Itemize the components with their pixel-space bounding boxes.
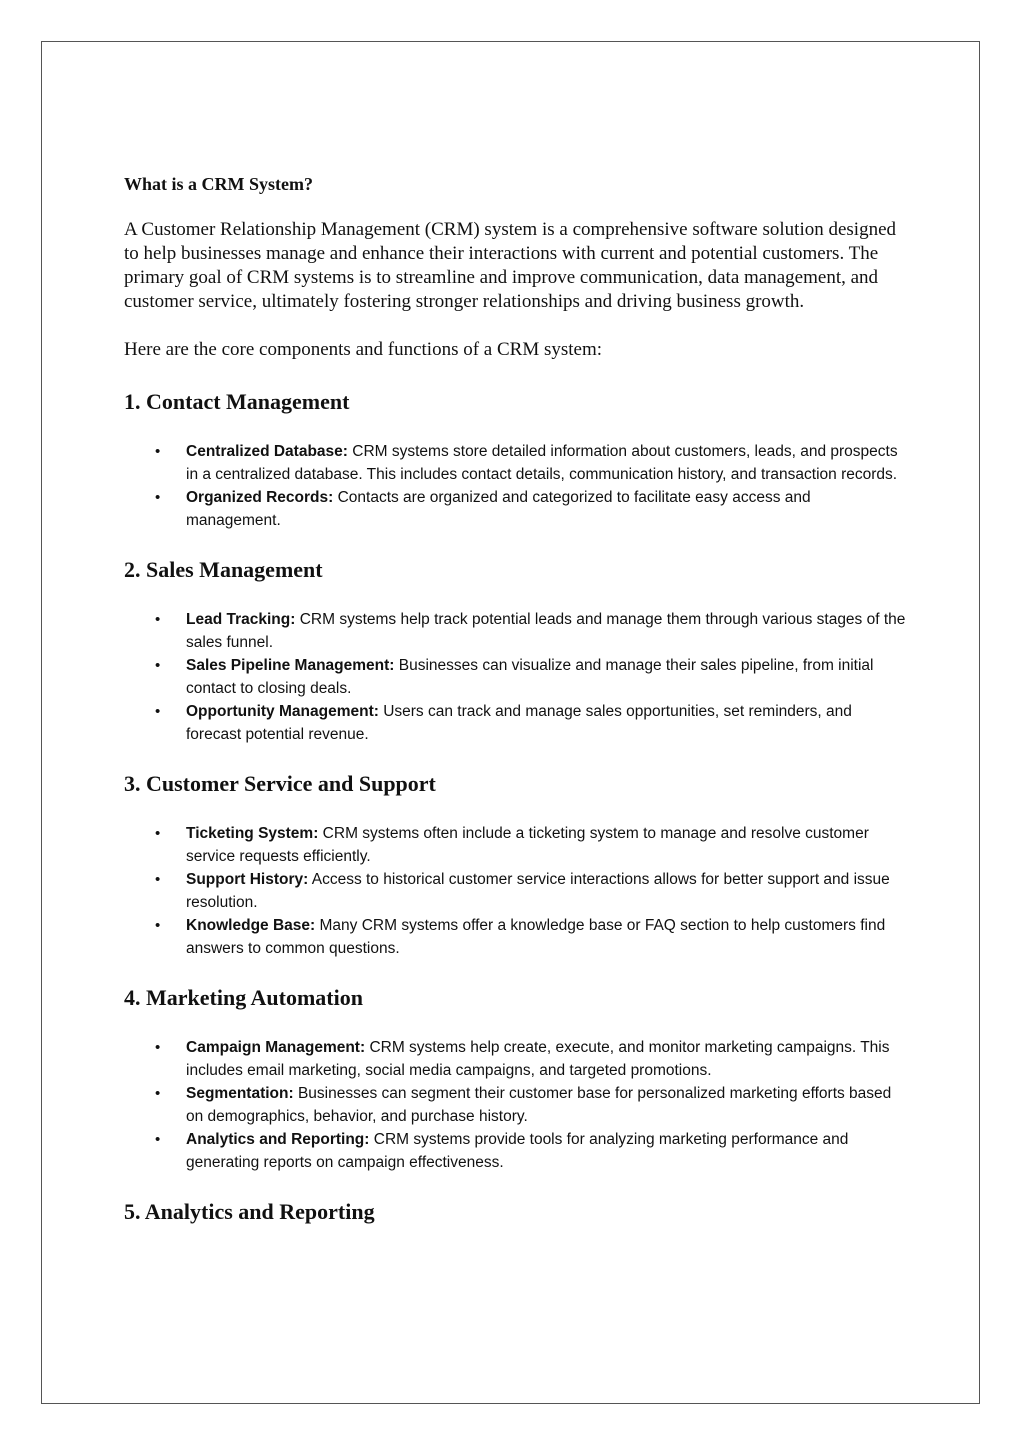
list-item [124,486,906,532]
bullet-term: Segmentation: [186,1085,294,1102]
bullet-term: Campaign Management: [186,1039,366,1056]
bullet-icon: • [155,917,161,934]
bullet-term: Lead Tracking: [186,611,296,628]
bullet-icon: • [155,871,161,888]
bullet-text: CRM systems store detailed information about customers, leads, and prospects in a centralized database. This includes contact details, communication history, and transaction records. [186,443,898,483]
bullet-text: Users can track and manage sales opportunities, set reminders, and forecast potential revenue. [186,703,852,743]
bullet-text: Businesses can segment their customer base for personalized marketing efforts based on demographics, behavior, and purchase history. [186,1085,892,1125]
bullet-icon: • [155,1085,161,1102]
bullet-list [124,440,904,532]
bullet-term: Ticketing System: [186,825,319,842]
bullet-term: Knowledge Base: [186,917,316,934]
bullet-list [124,1036,904,1174]
list-item [124,1036,906,1082]
list-item [124,914,906,960]
bullet-term: Support History: [186,871,309,888]
list-item [124,700,906,746]
bullet-term: Centralized Database: [186,443,348,460]
bullet-term: Analytics and Reporting: [186,1131,370,1148]
bullet-list [124,822,904,960]
bullet-icon: • [155,825,161,842]
bullet-text: CRM systems often include a ticketing system to manage and resolve customer service requests efficiently. [186,825,869,865]
section-heading: 4. Marketing Automation [124,985,363,1010]
section-heading: 1. Contact Management [124,389,350,414]
bullet-text: Access to historical customer service interactions allows for better support and issue resolution. [186,871,890,911]
bullet-list [124,608,904,746]
section-heading: 5. Analytics and Reporting [124,1199,375,1224]
document-body [124,172,904,1250]
bullet-term: Sales Pipeline Management: [186,657,395,674]
bullet-text: CRM systems help track potential leads and manage them through various stages of the sales funnel. [186,611,906,651]
section-heading: 3. Customer Service and Support [124,771,436,796]
bullet-icon: • [155,703,161,720]
bullet-icon: • [155,611,161,628]
lead-in-paragraph: Here are the core components and functions of a CRM system: [124,339,603,360]
bullet-text: Contacts are organized and categorized to facilitate easy access and management. [186,489,811,529]
list-item [124,440,906,486]
bullet-text: CRM systems help create, execute, and monitor marketing campaigns. This includes email marketing, social media campaigns, and targeted promotions. [186,1039,890,1079]
bullet-text: Businesses can visualize and manage their sales pipeline, from initial contact to closing deals. [186,657,874,697]
bullet-icon: • [155,443,161,460]
list-item [124,608,906,654]
list-item [124,654,906,700]
bullet-term: Organized Records: [186,489,334,506]
section-heading: 2. Sales Management [124,557,323,582]
list-item [124,1082,906,1128]
bullet-icon: • [155,489,161,506]
bullet-icon: • [155,1131,161,1148]
bullet-icon: • [155,657,161,674]
bullet-icon: • [155,1039,161,1056]
list-item [124,822,906,868]
list-item [124,868,906,914]
bullet-term: Opportunity Management: [186,703,379,720]
document-heading: What is a CRM System? [124,174,313,194]
intro-paragraph: A Customer Relationship Management (CRM) system is a comprehensive software solution designed to help businesses manage and enhance their interactions with current and potential customers. The primary goal of CRM systems is to streamline and improve communication, data management, and customer service, ultimately fostering stronger relationships and driving business growth. [124,219,897,312]
list-item [124,1128,906,1174]
bullet-text: CRM systems provide tools for analyzing marketing performance and generating reports on campaign effectiveness. [186,1131,849,1171]
bullet-text: Many CRM systems offer a knowledge base or FAQ section to help customers find answers to common questions. [186,917,886,957]
